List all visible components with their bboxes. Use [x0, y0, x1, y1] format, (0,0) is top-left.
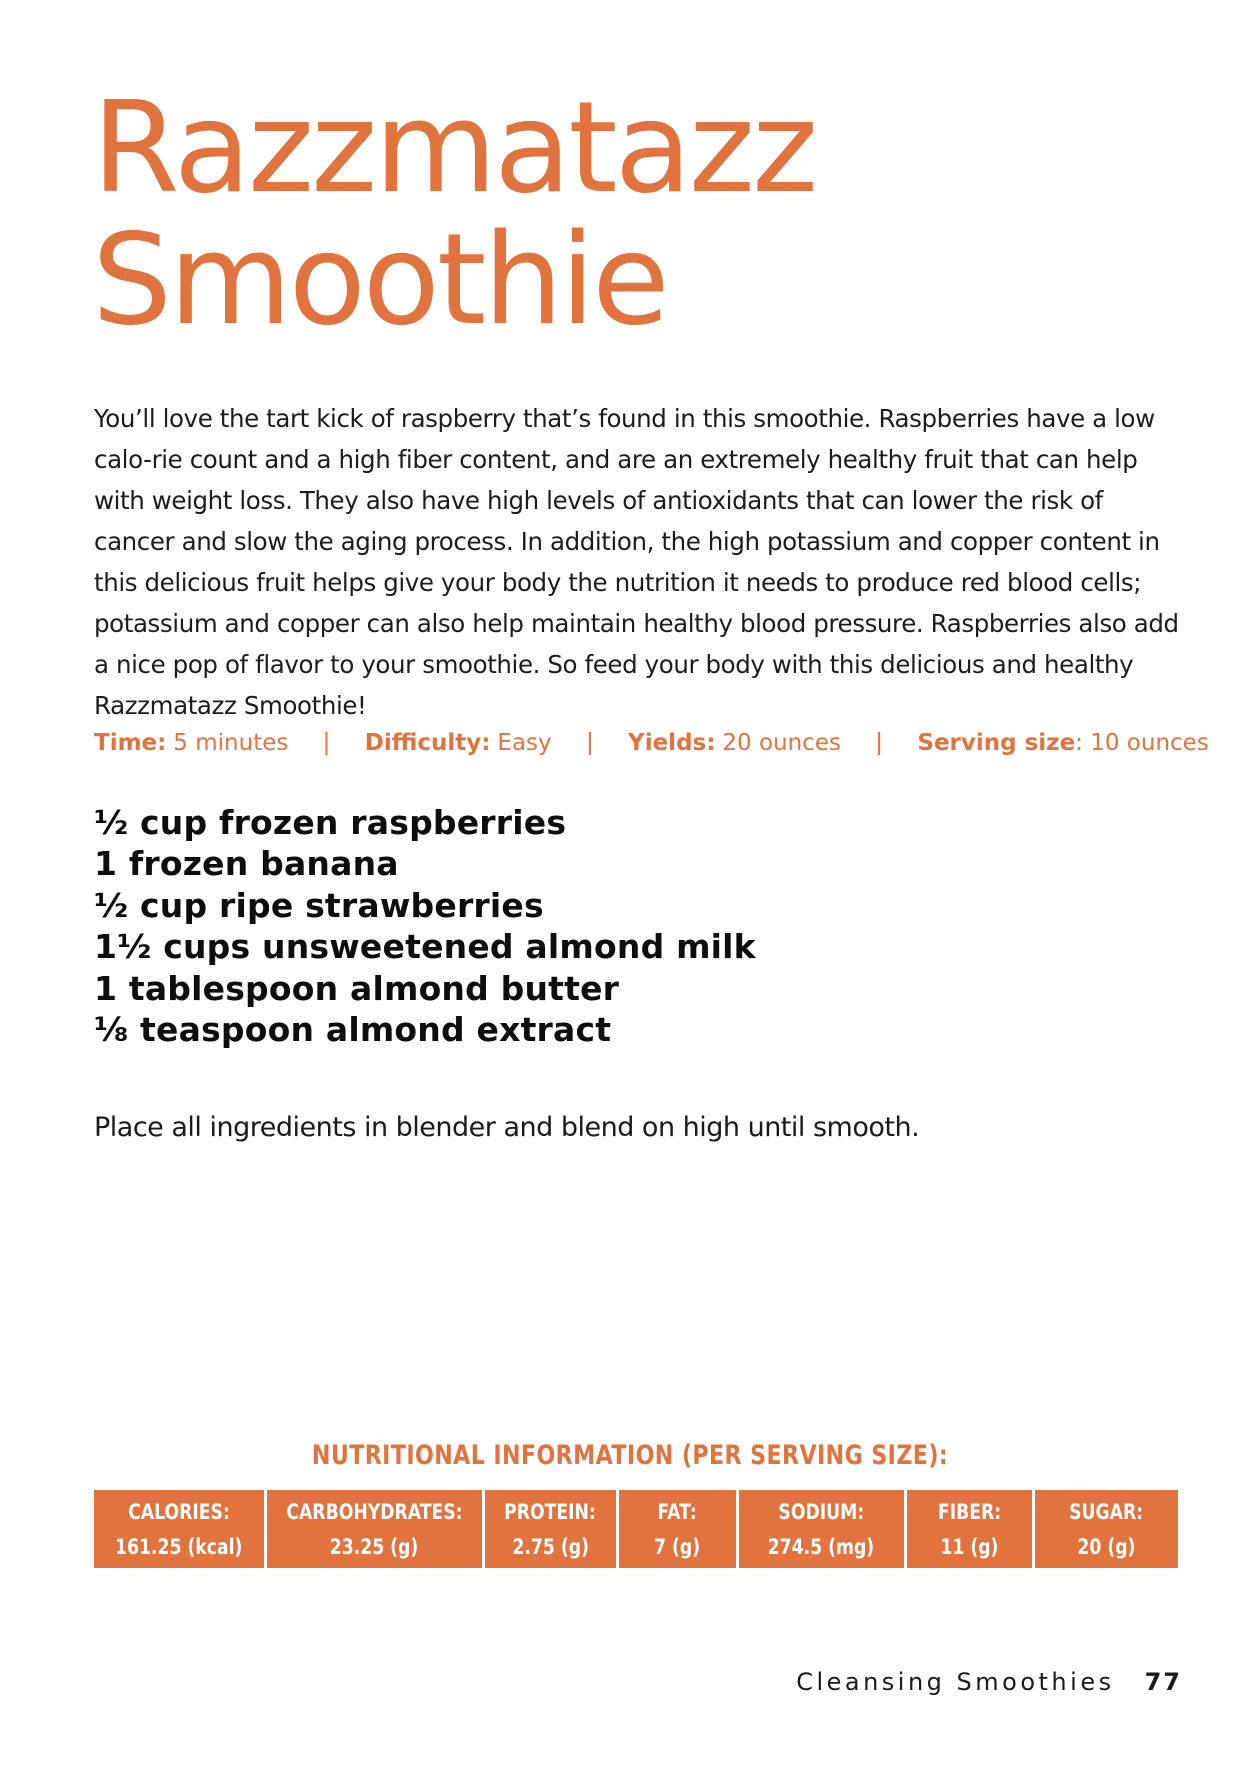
recipe-title-line-2: Smoothie	[92, 206, 667, 353]
nutrition-label: PROTEIN:	[504, 1500, 597, 1524]
time-value: 5 minutes	[173, 730, 289, 756]
nutrition-cell-calories	[94, 1490, 264, 1568]
nutrition-table	[94, 1490, 1178, 1568]
yields-value: 20 ounces	[722, 730, 841, 756]
yields-label: Yields:	[628, 730, 716, 756]
ingredient-item: 1½ cups unsweetened almond milk	[94, 927, 756, 967]
difficulty-label: Difficulty:	[364, 730, 491, 756]
serving-size-value: : 10 ounces	[1075, 730, 1209, 756]
nutrition-value: 2.75 (g)	[512, 1535, 589, 1559]
meta-separator: |	[875, 728, 883, 756]
section-title: Cleansing Smoothies	[796, 1668, 1115, 1696]
ingredient-item: 1 tablespoon almond butter	[94, 968, 620, 1008]
nutrition-value: 274.5 (mg)	[768, 1535, 875, 1559]
nutrition-value: 20 (g)	[1077, 1535, 1136, 1559]
difficulty-value: Easy	[497, 730, 552, 756]
meta-separator: |	[586, 728, 594, 756]
time-label: Time:	[94, 730, 167, 756]
recipe-title-line-1: Razzmatazz	[92, 74, 816, 221]
nutrition-cell-sugar	[1035, 1490, 1178, 1568]
nutrition-label: CALORIES:	[128, 1500, 230, 1524]
nutrition-label: CARBOHYDRATES:	[286, 1500, 463, 1524]
nutrition-cell-fat	[619, 1490, 736, 1568]
nutrition-value: 7 (g)	[654, 1535, 701, 1559]
page-footer	[796, 1668, 1182, 1696]
recipe-meta-line	[94, 728, 1209, 757]
nutrition-value: 161.25 (kcal)	[115, 1535, 243, 1559]
serving-size-label: Serving size	[917, 730, 1076, 756]
ingredient-item: ½ cup ripe strawberries	[94, 885, 544, 925]
nutrition-label: SUGAR:	[1069, 1500, 1144, 1524]
ingredient-item: 1 frozen banana	[94, 844, 399, 884]
nutrition-label: SODIUM:	[778, 1500, 865, 1524]
nutrition-cell-carbohydrates	[267, 1490, 482, 1568]
recipe-title	[92, 74, 816, 353]
nutrition-cell-fiber	[907, 1490, 1032, 1568]
recipe-intro: You’ll love the tart kick of raspberry that’s found in this smoothie. Raspberries have a low calo-rie count and a high fiber content, and are an extremely healthy fruit that can help with weight loss. They also have high levels of antioxidants that can lower the risk of cancer and slow the aging process. In addition, the high potassium and copper content in this delicious fruit helps give your body the nutrition it needs to produce red blood cells; potassium and copper can also help maintain healthy blood pressure. Raspberries also add a nice pop of flavor to your smoothie. So feed your body with this delicious and healthy Razzmatazz Smoothie!	[94, 404, 1179, 720]
nutrition-value: 11 (g)	[940, 1535, 999, 1559]
nutrition-value: 23.25 (g)	[330, 1535, 419, 1559]
nutrition-cell-sodium	[739, 1490, 904, 1568]
ingredient-list	[94, 802, 756, 1050]
ingredient-item: ½ cup frozen raspberries	[94, 803, 567, 842]
nutrition-cell-protein	[485, 1490, 616, 1568]
meta-separator: |	[323, 728, 330, 756]
ingredient-item: ⅛ teaspoon almond extract	[94, 1010, 612, 1050]
page-number: 77	[1144, 1668, 1182, 1696]
nutrition-heading: NUTRITIONAL INFORMATION (PER SERVING SIZE):	[311, 1440, 949, 1471]
nutrition-label: FAT:	[657, 1500, 698, 1524]
nutrition-label: FIBER:	[937, 1500, 1002, 1524]
recipe-instructions: Place all ingredients in blender and blend on high until smooth.	[94, 1112, 920, 1143]
